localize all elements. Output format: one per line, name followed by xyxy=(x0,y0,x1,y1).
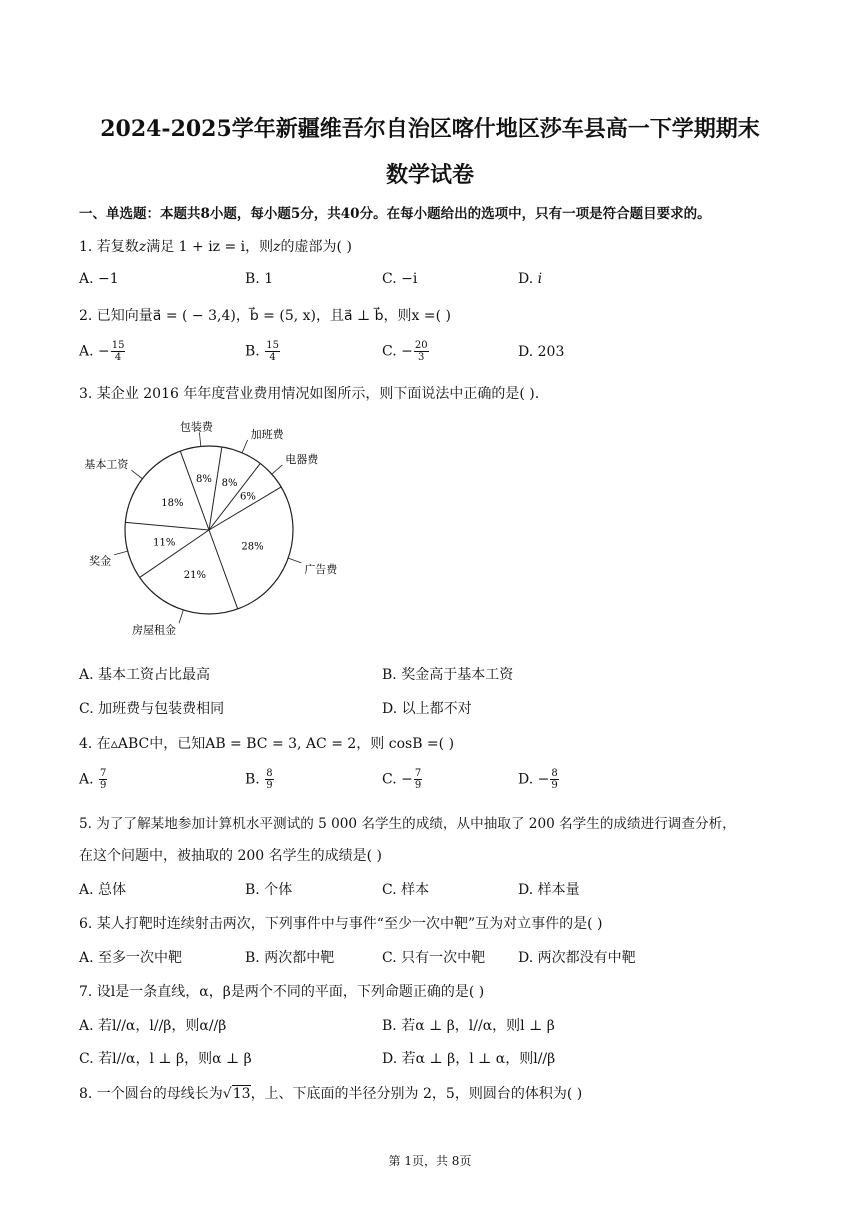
q6-option-a: A. 至多一次中靶 xyxy=(79,950,183,966)
q4-option-b xyxy=(245,768,275,791)
page-footer: 第 1页，共 8页 xyxy=(388,1154,472,1168)
q2-c-fraction xyxy=(414,340,429,363)
q1-option-d xyxy=(518,271,542,287)
numerator: 8 xyxy=(266,768,273,779)
q4-option-d xyxy=(518,768,560,791)
q4-c-fraction xyxy=(414,768,422,791)
numerator: 20 xyxy=(414,340,428,351)
question-5-stem-line1: 5. 为了了解某地参加计算机水平测试的 5 000 名学生的成绩，从中抽取了 200 名学生的成绩进行调查分析， xyxy=(79,816,736,832)
pie-slice-percent: 8% xyxy=(195,474,212,486)
question-5-stem-line2: 在这个问题中，被抽取的 200 名学生的成绩是( ) xyxy=(79,848,382,864)
q1-option-a: A. −1 xyxy=(79,271,119,287)
numerator: 15 xyxy=(266,340,279,351)
q2-b-fraction xyxy=(265,340,280,363)
q1-text-a: 1. 若复数 xyxy=(79,239,139,255)
q1-option-b: B. 1 xyxy=(245,271,274,287)
pie-leader-line xyxy=(114,551,128,555)
q3-option-b: B. 奖金高于基本工资 xyxy=(382,667,514,683)
q4-d-prefix: D. − xyxy=(518,771,550,788)
question-7-stem: 7. 设l是一条直线，α，β是两个不同的平面，下列命题正确的是( ) xyxy=(79,984,485,1000)
denominator: 3 xyxy=(418,352,425,363)
q6-option-c: C. 只有一次中靶 xyxy=(382,950,486,966)
q4-b-fraction xyxy=(265,768,273,791)
pie-slice-label: 加班费 xyxy=(250,427,284,441)
q7-option-d: D. 若α ⊥ β，l ⊥ α，则l//β xyxy=(382,1051,556,1067)
pie-slice-label: 电器费 xyxy=(285,452,319,466)
pie-slice-label: 包装费 xyxy=(179,420,213,434)
pie-chart xyxy=(78,410,368,650)
q2-option-a xyxy=(79,340,126,363)
q1-d-var: i xyxy=(537,271,543,287)
denominator: 4 xyxy=(114,352,122,363)
denominator: 4 xyxy=(269,352,276,363)
denominator: 9 xyxy=(266,780,273,791)
q1-var2: z xyxy=(273,239,281,255)
pie-slice-percent: 18% xyxy=(161,497,184,509)
q2-a-fraction xyxy=(111,340,126,363)
q4-option-c xyxy=(382,768,423,791)
numerator: 7 xyxy=(100,768,107,779)
pie-slice-percent: 21% xyxy=(183,569,206,581)
pie-slice-label: 基本工资 xyxy=(84,458,129,472)
q4-b-prefix: B. xyxy=(245,771,265,788)
pie-leader-line xyxy=(179,610,183,623)
denominator: 9 xyxy=(100,780,107,791)
q1-var: z xyxy=(138,239,147,255)
q4-d-fraction xyxy=(550,768,558,791)
q6-option-d: D. 两次都没有中靶 xyxy=(518,950,636,966)
question-6-stem: 6. 某人打靶时连续射击两次，下列事件中与事件“至少一次中靶”互为对立事件的是( ) xyxy=(79,916,603,932)
pie-leader-line xyxy=(288,558,301,563)
pie-leader-line xyxy=(131,470,142,479)
denominator: 9 xyxy=(414,780,422,791)
q1-d-prefix: D. xyxy=(518,271,538,287)
question-8-stem xyxy=(79,1083,582,1103)
q4-option-a xyxy=(79,768,108,791)
denominator: 9 xyxy=(551,780,558,791)
q2-a-prefix: A. − xyxy=(79,343,110,360)
pie-slice-label: 房屋租金 xyxy=(132,623,177,637)
q1-text-c: 的虚部为( ) xyxy=(280,239,352,255)
q7-option-c: C. 若l//α，l ⊥ β，则α ⊥ β xyxy=(79,1051,252,1067)
q7-option-a: A. 若l//α，l//β，则α//β xyxy=(79,1018,227,1034)
q4-c-prefix: C. − xyxy=(382,771,413,788)
q8-radicand: 13 xyxy=(232,1086,251,1102)
pie-chart-svg xyxy=(78,410,368,650)
q3-option-a: A. 基本工资占比最高 xyxy=(79,667,211,683)
q5-option-a: A. 总体 xyxy=(79,882,127,898)
q4-a-fraction xyxy=(99,768,107,791)
question-2-stem: 2. 已知向量a⃗ = ( − 3,4)，b⃗ = (5, x)，且a⃗ ⊥ b⃗，则x =( ) xyxy=(79,308,451,324)
pie-slice-percent: 8% xyxy=(221,478,238,490)
question-4-stem: 4. 在▵ABC中，已知AB = BC = 3, AC = 2，则 cosB =( ) xyxy=(79,736,455,752)
q5-option-c: C. 样本 xyxy=(382,882,430,898)
q3-option-d: D. 以上都不对 xyxy=(382,701,472,717)
question-3-stem: 3. 某企业 2016 年年度营业费用情况如图所示，则下面说法中正确的是( ). xyxy=(79,386,540,402)
q8-text-b: ，上、下底面的半径分别为 2，5，则圆台的体积为( ) xyxy=(250,1086,583,1102)
q2-c-prefix: C. − xyxy=(382,343,413,360)
numerator: 15 xyxy=(111,340,125,351)
q7-option-b: B. 若α ⊥ β，l//α，则l ⊥ β xyxy=(382,1018,555,1034)
pie-leader-line xyxy=(242,440,248,453)
numerator: 7 xyxy=(414,768,422,779)
pie-slice-percent: 28% xyxy=(241,541,264,553)
page-title-line1: 2024-2025学年新疆维吾尔自治区喀什地区莎车县高一下学期期末 xyxy=(100,116,760,142)
q4-a-prefix: A. xyxy=(79,771,99,788)
q1-option-c: C. −i xyxy=(382,271,418,287)
q6-option-b: B. 两次都中靶 xyxy=(245,950,335,966)
pie-leader-line xyxy=(199,432,200,446)
pie-slice-label: 奖金 xyxy=(89,554,112,568)
q5-option-b: B. 个体 xyxy=(245,882,293,898)
q2-option-c xyxy=(382,340,430,363)
q8-text-a: 8. 一个圆台的母线长为√ xyxy=(79,1086,232,1102)
q2-option-d: D. 203 xyxy=(518,344,565,360)
q2-b-prefix: B. xyxy=(245,343,265,360)
pie-slice-label: 广告费 xyxy=(304,562,338,576)
pie-slice-percent: 11% xyxy=(153,537,176,549)
q1-text-b: 满足 1 + iz = i，则 xyxy=(146,239,274,255)
question-1-stem xyxy=(79,236,352,256)
q2-option-b xyxy=(245,340,281,363)
q3-option-c: C. 加班费与包装费相同 xyxy=(79,701,225,717)
section-heading: 一、单选题：本题共8小题，每小题5分，共40分。在每小题给出的选项中，只有一项是符合题目要求的。 xyxy=(79,206,711,222)
numerator: 8 xyxy=(551,768,558,779)
pie-leader-line xyxy=(272,465,282,474)
q5-option-d: D. 样本量 xyxy=(518,882,580,898)
pie-slice-percent: 6% xyxy=(240,491,256,503)
page-title-line2: 数学试卷 xyxy=(385,162,474,188)
